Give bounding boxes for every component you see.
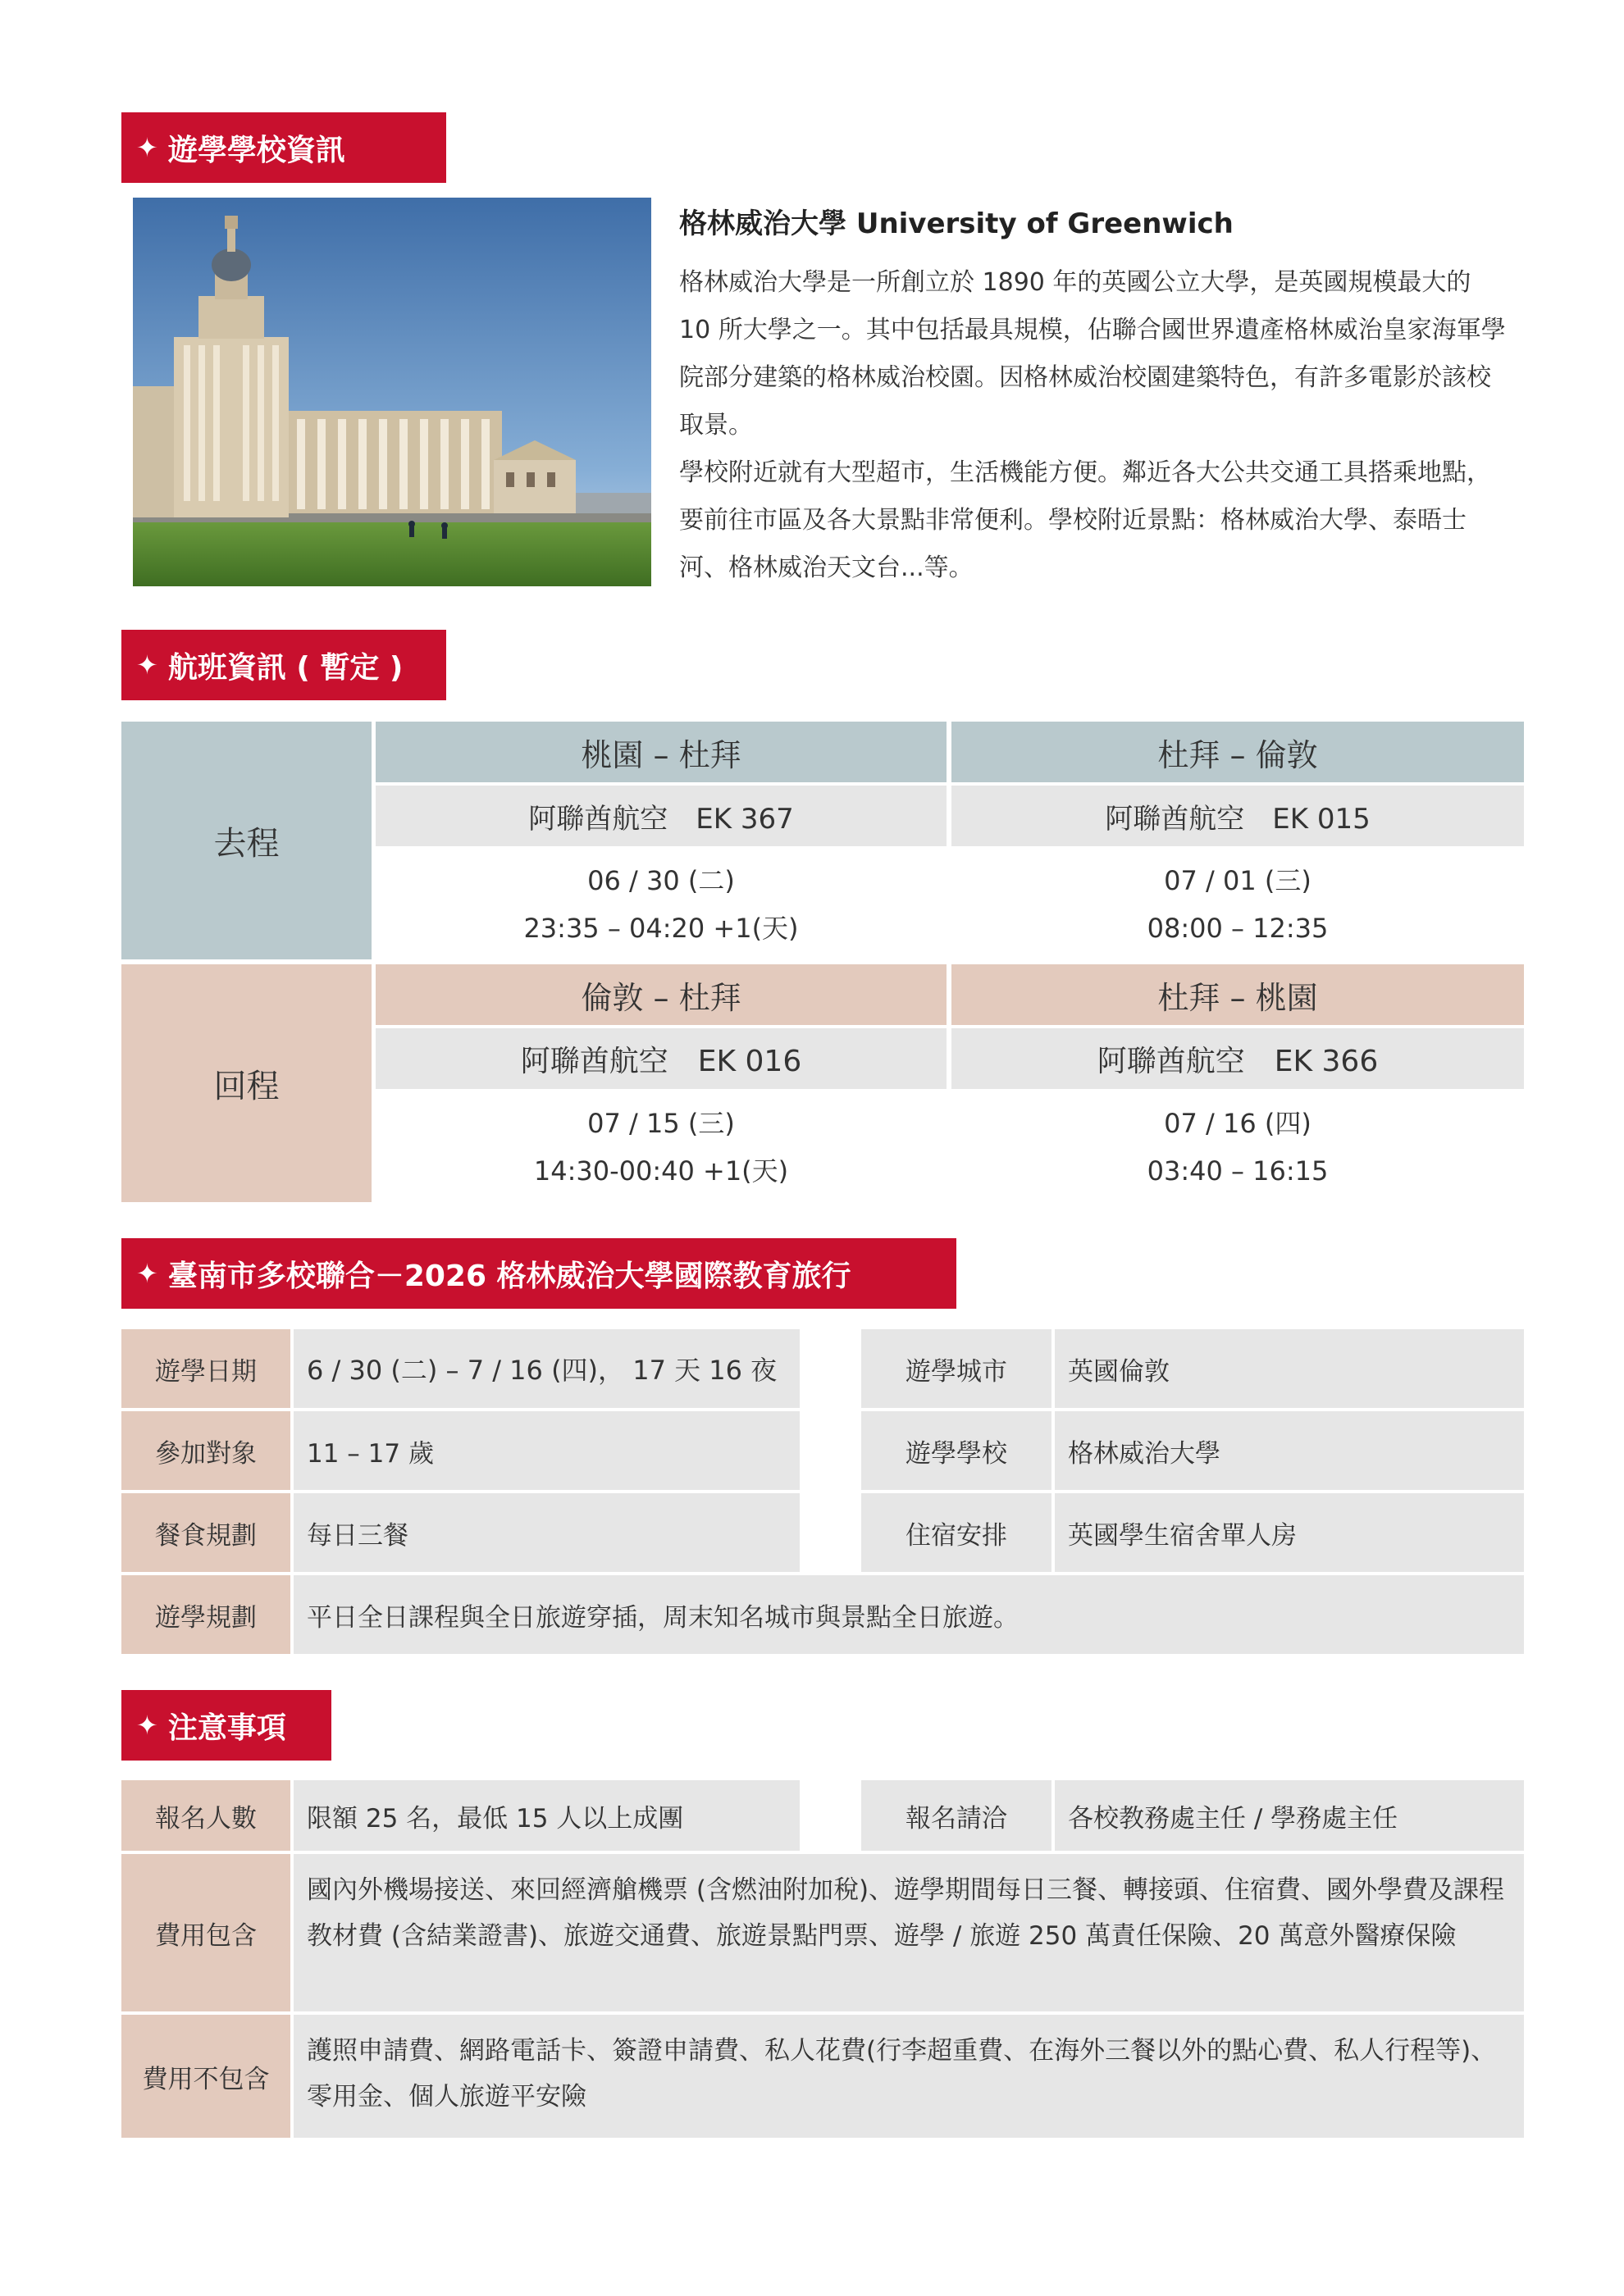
- meals-label: 餐食規劃: [121, 1493, 290, 1572]
- excludes-label: 費用不包含: [121, 2015, 290, 2138]
- return-leg1-time: 14:30-00:40 +1(天): [533, 1155, 789, 1187]
- return-leg1-date: 07 / 15 (三): [587, 1108, 735, 1139]
- return-leg2-time: 03:40 – 16:15: [1147, 1155, 1329, 1187]
- greenwich-building-image: [133, 198, 651, 586]
- section-header-flight: [121, 630, 446, 700]
- outbound-leg1-time: 23:35 – 04:20 +1(天): [523, 913, 799, 944]
- contact-value: 各校教務處主任 / 學務處主任: [1055, 1780, 1524, 1851]
- outbound-leg2-schedule: [951, 850, 1524, 959]
- plan-label: 遊學規劃: [121, 1575, 290, 1654]
- dates-value: 6 / 30 (二) – 7 / 16 (四)， 17 天 16 夜: [294, 1329, 800, 1408]
- outbound-leg1-route: 桃園 – 杜拜: [376, 722, 947, 782]
- school-description: [679, 259, 1508, 592]
- outbound-leg2-airline: 阿聯酋航空 EK 015: [951, 786, 1524, 846]
- dates-label: 遊學日期: [121, 1329, 290, 1408]
- size-value: 限額 25 名，最低 15 人以上成團: [294, 1780, 800, 1851]
- return-leg1-airline: 阿聯酋航空 EK 016: [376, 1028, 947, 1089]
- school-photo: [133, 198, 651, 586]
- city-value: 英國倫敦: [1055, 1329, 1524, 1408]
- outbound-leg2-date: 07 / 01 (三): [1164, 865, 1312, 896]
- lodging-label: 住宿安排: [861, 1493, 1051, 1572]
- star-icon: ✦: [136, 1710, 158, 1741]
- outbound-leg1-date: 06 / 30 (二): [587, 865, 735, 896]
- size-label: 報名人數: [121, 1780, 290, 1851]
- return-leg2-schedule: [951, 1092, 1524, 1202]
- return-leg2-airline: 阿聯酋航空 EK 366: [951, 1028, 1524, 1089]
- outbound-leg2-time: 08:00 – 12:35: [1147, 913, 1329, 944]
- contact-label: 報名請洽: [861, 1780, 1051, 1851]
- target-label: 參加對象: [121, 1411, 290, 1490]
- plan-value: 平日全日課程與全日旅遊穿插，周末知名城市與景點全日旅遊。: [294, 1575, 1524, 1654]
- section-title: 航班資訊 ( 暫定 ): [167, 650, 404, 685]
- outbound-label: 去程: [121, 722, 372, 959]
- excludes-value: 護照申請費、網路電話卡、簽證申請費、私人花費(行李超重費、在海外三餐以外的點心費、私人行程等)、零用金、個人旅遊平安險: [294, 2015, 1524, 2138]
- school-paragraph-2: 學校附近就有大型超市，生活機能方便。鄰近各大公共交通工具搭乘地點，要前往市區及各大景點非常便利。學校附近景點：格林威治大學、泰晤士河、格林威治天文台...等。: [679, 458, 1491, 582]
- includes-value: 國內外機場接送、來回經濟艙機票 (含燃油附加稅)、遊學期間每日三餐、轉接頭、住宿費、國外學費及課程教材費 (含結業證書)、旅遊交通費、旅遊景點門票、遊學 / 旅遊 250 萬責任保險、20 萬意外醫療保險: [294, 1854, 1524, 2011]
- section-header-program: [121, 1238, 956, 1309]
- school-paragraph-1: 格林威治大學是一所創立於 1890 年的英國公立大學，是英國規模最大的 10 所大學之一。其中包括最具規模，佔聯合國世界遺產格林威治皇家海軍學院部分建築的格林威治校園。因格林威治校園建築特色，有許多電影於該校取景。: [679, 268, 1506, 440]
- section-title: 臺南市多校聯合－2026 格林威治大學國際教育旅行: [167, 1259, 851, 1293]
- school-value: 格林威治大學: [1055, 1411, 1524, 1490]
- section-title: 遊學學校資訊: [167, 133, 345, 167]
- return-leg1-schedule: [376, 1092, 947, 1202]
- city-label: 遊學城市: [861, 1329, 1051, 1408]
- star-icon: ✦: [136, 1258, 158, 1289]
- school-label: 遊學學校: [861, 1411, 1051, 1490]
- section-header-school: [121, 112, 446, 183]
- outbound-leg1-airline: 阿聯酋航空 EK 367: [376, 786, 947, 846]
- meals-value: 每日三餐: [294, 1493, 800, 1572]
- return-leg2-route: 杜拜 – 桃園: [951, 964, 1524, 1025]
- star-icon: ✦: [136, 649, 158, 681]
- outbound-leg1-schedule: [376, 850, 947, 959]
- target-value: 11 – 17 歲: [294, 1411, 800, 1490]
- star-icon: ✦: [136, 132, 158, 163]
- lodging-value: 英國學生宿舍單人房: [1055, 1493, 1524, 1572]
- school-title: 格林威治大學 University of Greenwich: [679, 207, 1234, 240]
- return-leg1-route: 倫敦 – 杜拜: [376, 964, 947, 1025]
- outbound-leg2-route: 杜拜 – 倫敦: [951, 722, 1524, 782]
- return-leg2-date: 07 / 16 (四): [1164, 1108, 1312, 1139]
- section-header-notes: [121, 1690, 331, 1761]
- section-title: 注意事項: [167, 1711, 286, 1745]
- return-label: 回程: [121, 964, 372, 1202]
- includes-label: 費用包含: [121, 1854, 290, 2011]
